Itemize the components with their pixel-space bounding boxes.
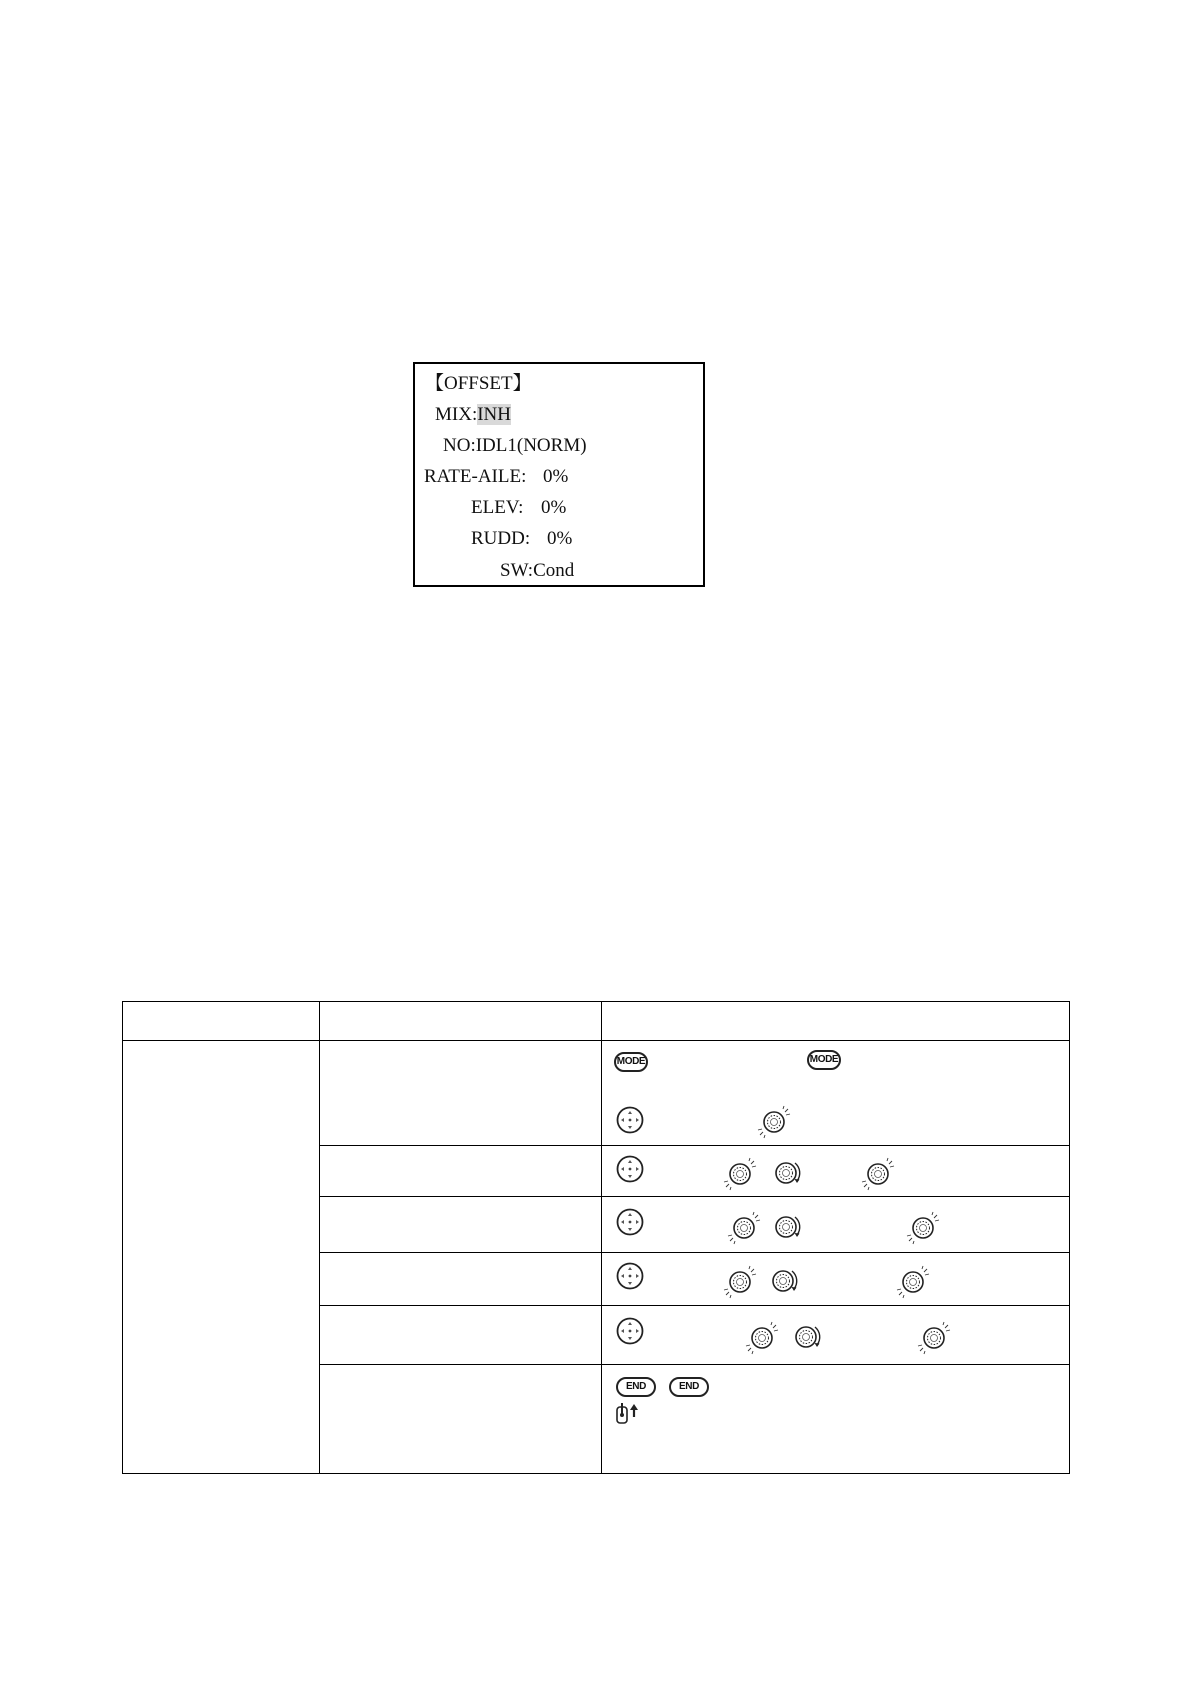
jog-dial-icon [906, 1211, 940, 1245]
mix-value[interactable]: INH [477, 404, 512, 425]
end-button-icon: END [616, 1377, 656, 1397]
column-divider [601, 1002, 602, 1473]
screen-title: 【OFFSET】 [425, 373, 532, 394]
jog-dial-rotate-icon [771, 1157, 803, 1189]
cross-key-icon [615, 1316, 645, 1346]
jog-dial-icon [917, 1321, 951, 1355]
jog-dial-rotate-icon [771, 1211, 803, 1243]
row-divider [319, 1364, 1069, 1365]
mix-label: MIX: [435, 404, 478, 425]
mode-button-icon: MODE [807, 1050, 841, 1070]
jog-dial-rotate-icon [768, 1265, 800, 1297]
elev-label: ELEV: [471, 497, 524, 518]
jog-dial-icon [723, 1157, 757, 1191]
lcd-screen [413, 362, 705, 587]
jog-dial-icon [723, 1265, 757, 1299]
procedure-table [122, 1001, 1070, 1474]
jog-dial-icon [727, 1211, 761, 1245]
row-divider [319, 1145, 1069, 1146]
cross-key-icon [615, 1105, 645, 1135]
jog-dial-icon [757, 1105, 791, 1139]
rate-aile-value[interactable]: 0% [543, 466, 569, 487]
mix-row [435, 404, 511, 426]
jog-dial-icon [745, 1321, 779, 1355]
rudd-label: RUDD: [471, 528, 531, 549]
cross-key-icon [615, 1261, 645, 1291]
row-divider [319, 1252, 1069, 1253]
end-button-icon: END [669, 1377, 709, 1397]
jog-dial-rotate-icon [791, 1321, 823, 1353]
jog-dial-icon [861, 1157, 895, 1191]
switch-row[interactable]: SW:Cond [500, 560, 575, 581]
no-row[interactable]: NO:IDL1(NORM) [443, 435, 587, 456]
cross-key-icon [615, 1207, 645, 1237]
row-divider [319, 1196, 1069, 1197]
rudd-value[interactable]: 0% [547, 528, 573, 549]
mode-button-icon: MODE [614, 1052, 648, 1072]
switch-up-icon [614, 1401, 642, 1427]
jog-dial-icon [896, 1265, 930, 1299]
row-divider [319, 1305, 1069, 1306]
elev-value[interactable]: 0% [541, 497, 567, 518]
header-divider [123, 1040, 1069, 1041]
cross-key-icon [615, 1154, 645, 1184]
column-divider [319, 1002, 320, 1473]
rate-aile-label: RATE-AILE: [424, 466, 527, 487]
